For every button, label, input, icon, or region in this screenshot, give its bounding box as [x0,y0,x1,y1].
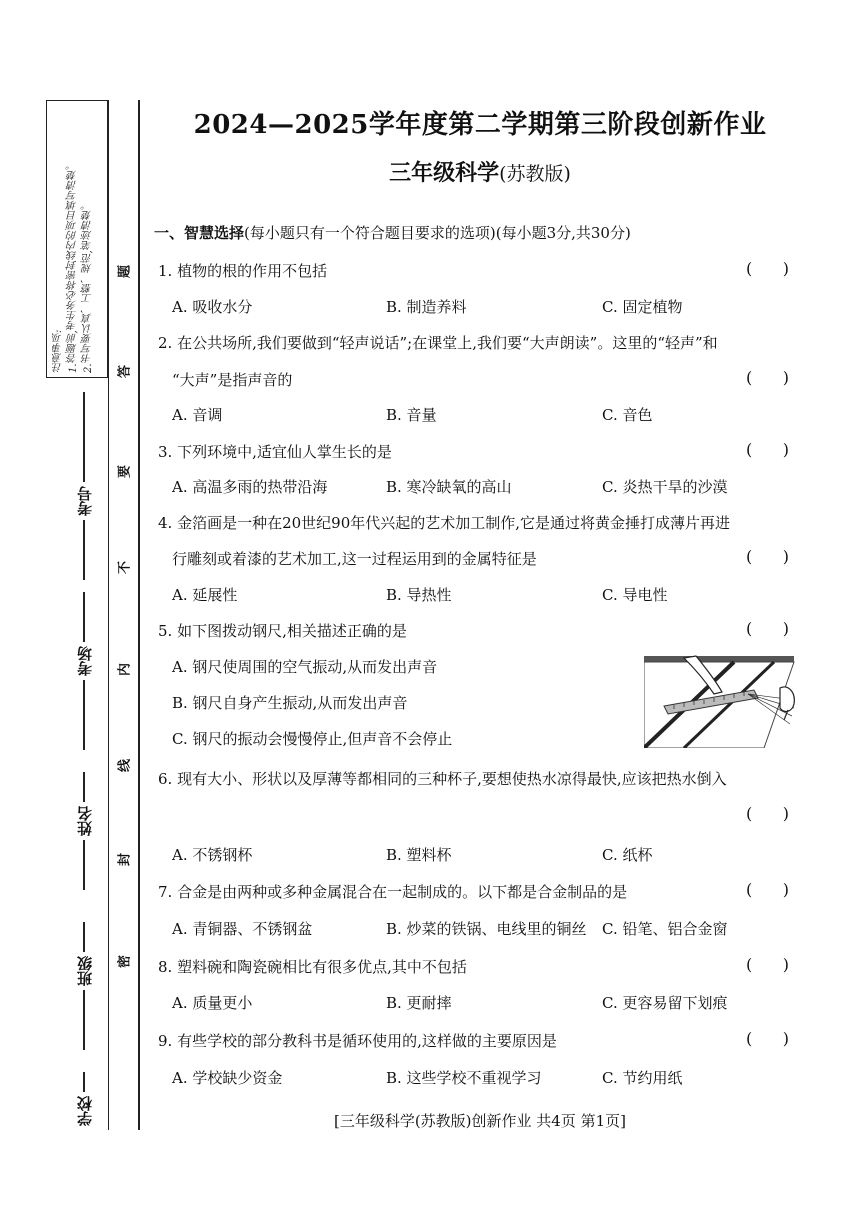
option-c[interactable]: C. 铅笔、铝合金窗 [602,920,728,938]
answer-blank[interactable]: ( ) [746,880,789,899]
answer-blank[interactable]: ( ) [746,368,789,387]
answer-blank[interactable]: ( ) [746,547,789,566]
seal-line-inner [108,100,109,1130]
seal-char: 内 [117,663,133,677]
seal-char: 题 [117,265,133,279]
option-c[interactable]: C. 音色 [602,406,653,424]
page-title: 2024—2025学年度第二学期第三阶段创新作业 [193,110,767,140]
field-label: 学校 [75,1096,94,1126]
seal-char: 封 [117,853,133,867]
option-b[interactable]: B. 音量 [386,406,437,424]
option-a[interactable]: A. 不锈钢杯 [172,846,253,864]
answer-blank[interactable]: ( ) [746,804,789,823]
option-a[interactable]: A. 钢尺使周围的空气振动,从而发出声音 [172,658,438,676]
option-b[interactable]: B. 钢尺自身产生振动,从而发出声音 [172,694,408,712]
field-label: 考号 [75,486,94,516]
notice-line-1: 1.答题前,考生务必将密封线内的项目填写清楚。 [68,160,79,373]
option-b[interactable]: B. 制造养料 [386,298,467,316]
field-label: 姓名 [75,806,94,836]
field-exam-number[interactable] [70,392,98,592]
section-heading [154,222,631,243]
option-b[interactable]: B. 寒冷缺氧的高山 [386,478,512,496]
notice-line-2: 2.书写要认真、工整、规范,笔迹清楚。 [83,200,94,373]
field-label: 班级 [75,956,94,986]
question-stem: 8. 塑料碗和陶瓷碗相比有很多优点,其中不包括 [158,958,467,976]
option-a[interactable]: A. 质量更小 [172,994,253,1012]
field-exam-room[interactable] [70,592,98,772]
page-footer: [三年级科学(苏教版)创新作业 共4页 第1页] [333,1112,627,1130]
option-a[interactable]: A. 延展性 [172,586,238,604]
option-c[interactable]: C. 导电性 [602,586,668,604]
field-label: 考场 [75,646,94,676]
seal-char: 答 [117,365,133,379]
option-c[interactable]: C. 固定植物 [602,298,683,316]
option-b[interactable]: B. 更耐摔 [386,994,452,1012]
section-label: 一、智慧选择 [154,224,245,242]
ruler-pluck-figure [644,648,804,748]
option-c[interactable]: C. 更容易留下划痕 [602,994,728,1012]
seal-char: 不 [117,561,133,575]
question-stem: 4. 金箔画是一种在20世纪90年代兴起的艺术加工制作,它是通过将黄金捶打成薄片再进 [158,514,731,532]
question-stem: 2. 在公共场所,我们要做到“轻声说话”;在课堂上,我们要“大声朗读”。这里的“轻声”和 [158,334,718,352]
field-class[interactable] [70,922,98,1072]
question-stem: 5. 如下图拨动钢尺,相关描述正确的是 [158,622,407,640]
page-subtitle [150,156,810,187]
question-stem: 6. 现有大小、形状以及厚薄等都相同的三种杯子,要想使热水凉得最快,应该把热水倒入 [158,770,727,788]
answer-blank[interactable]: ( ) [746,1029,789,1048]
seal-char: 线 [117,759,133,773]
option-c[interactable]: C. 纸杯 [602,846,653,864]
option-b[interactable]: B. 导热性 [386,586,452,604]
option-c[interactable]: C. 钢尺的振动会慢慢停止,但声音不会停止 [172,730,453,748]
answer-blank[interactable]: ( ) [746,619,789,638]
answer-blank[interactable]: ( ) [746,955,789,974]
field-name[interactable] [70,772,98,922]
edition-label: (苏教版) [499,163,571,185]
field-school[interactable] [70,1072,98,1212]
option-a[interactable]: A. 高温多雨的热带沿海 [172,478,328,496]
question-stem: 7. 合金是由两种或多种金属混合在一起制成的。以下都是合金制品的是 [158,883,628,901]
section-note: (每小题只有一个符合题目要求的选项)(每小题3分,共30分) [244,224,631,242]
option-b[interactable]: B. 塑料杯 [386,846,452,864]
question-stem: 1. 植物的根的作用不包括 [158,262,328,280]
option-b[interactable]: B. 这些学校不重视学习 [386,1069,542,1087]
option-c[interactable]: C. 节约用纸 [602,1069,683,1087]
question-stem-cont: 行雕刻或着漆的艺术加工,这一过程运用到的金属特征是 [172,550,537,568]
option-a[interactable]: A. 学校缺少资金 [172,1069,283,1087]
question-stem-cont: “大声”是指声音的 [172,371,293,389]
notice-box [46,100,108,378]
seal-char: 要 [117,465,133,479]
notice-title: 注意事项: [53,329,64,373]
seal-line [138,100,140,1130]
seal-char: 密 [117,955,133,969]
question-stem: 9. 有些学校的部分教科书是循环使用的,这样做的主要原因是 [158,1032,557,1050]
option-a[interactable]: A. 吸收水分 [172,298,253,316]
option-b[interactable]: B. 炒菜的铁锅、电线里的铜丝 [386,920,587,938]
subject-title: 三年级科学 [389,160,500,186]
question-stem: 3. 下列环境中,适宜仙人掌生长的是 [158,443,392,461]
option-c[interactable]: C. 炎热干旱的沙漠 [602,478,728,496]
binding-strip [0,0,140,1216]
option-a[interactable]: A. 青铜器、不锈钢盆 [172,920,313,938]
answer-blank[interactable]: ( ) [746,440,789,459]
option-a[interactable]: A. 音调 [172,406,223,424]
answer-blank[interactable]: ( ) [746,259,789,278]
